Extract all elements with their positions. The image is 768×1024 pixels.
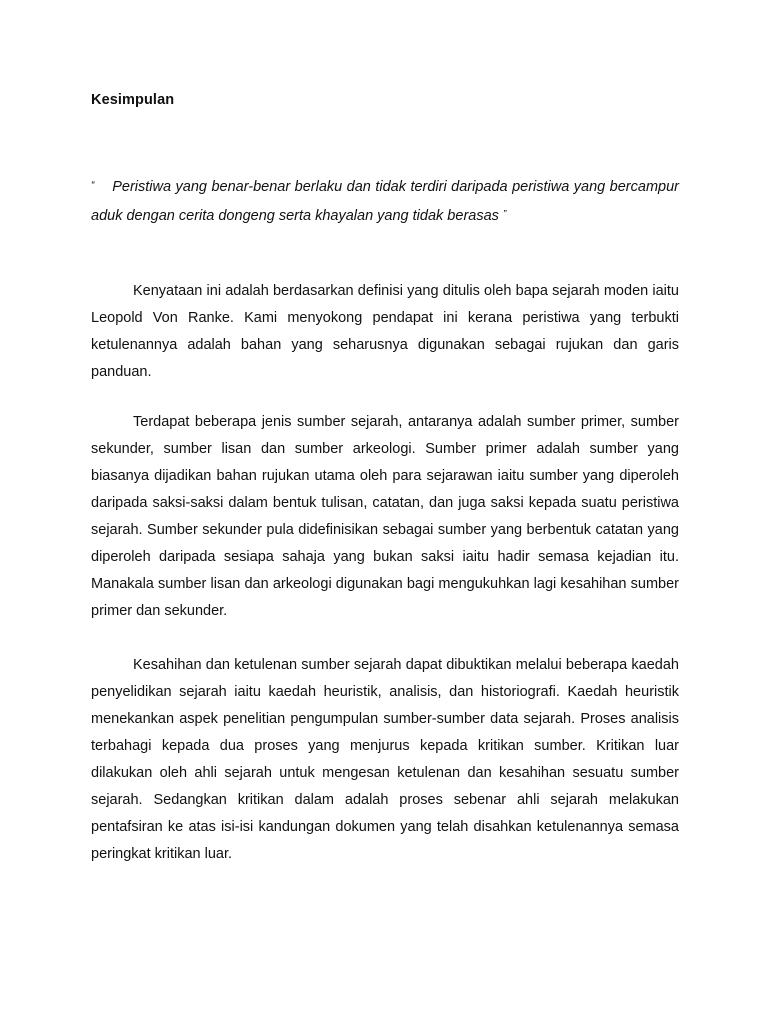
paragraph-definition-source: Kenyataan ini adalah berdasarkan definisi yang ditulis oleh bapa sejarah moden iaitu Leopold Von Ranke. Kami menyokong pendapat ini kerana peristiwa yang terbukti ketulenannya adalah bahan yang seharusnya digunakan sebagai rujukan dan garis panduan. bbox=[91, 283, 679, 380]
close-quote-mark: ” bbox=[502, 209, 507, 220]
open-quote-mark: “ bbox=[91, 180, 95, 191]
quote-text: Peristiwa yang benar-benar berlaku dan tidak terdiri daripada peristiwa yang bercampur aduk dengan cerita dongeng serta khayalan yang tidak berasas bbox=[91, 179, 679, 224]
definition-quote bbox=[91, 172, 679, 230]
paragraph-source-types: Terdapat beberapa jenis sumber sejarah, antaranya adalah sumber primer, sumber sekunder, sumber lisan dan sumber arkeologi. Sumber primer adalah sumber yang biasanya dijadikan bahan rujukan utama oleh para sejarawan iaitu sumber yang diperoleh daripada saksi-saksi dalam bentuk tulisan, catatan, dan juga saksi kepada suatu peristiwa sejarah. Sumber sekunder pula didefinisikan sebagai sumber yang berbentuk catatan yang diperoleh daripada sesiapa sahaja yang bukan saksi iaitu hadir semasa kejadian itu. Manakala sumber lisan dan arkeologi digunakan bagi mengukuhkan lagi kesahihan sumber primer dan sekunder. bbox=[91, 414, 679, 619]
paragraph-research-methods: Kesahihan dan ketulenan sumber sejarah dapat dibuktikan melalui beberapa kaedah penyelidikan sejarah iaitu kaedah heuristik, analisis, dan historiografi. Kaedah heuristik menekankan aspek penelitian pengumpulan sumber-sumber data sejarah. Proses analisis terbahagi kepada dua proses yang menjurus kepada kritikan sumber. Kritikan luar dilakukan oleh ahli sejarah untuk mengesan ketulenan dan kesahihan sesuatu sumber sejarah. Sedangkan kritikan dalam adalah proses sebenar ahli sejarah melakukan pentafsiran ke atas isi-isi kandungan dokumen yang telah disahkan ketulenannya semasa peringkat kritikan luar. bbox=[91, 657, 679, 862]
section-heading: Kesimpulan bbox=[91, 92, 175, 108]
